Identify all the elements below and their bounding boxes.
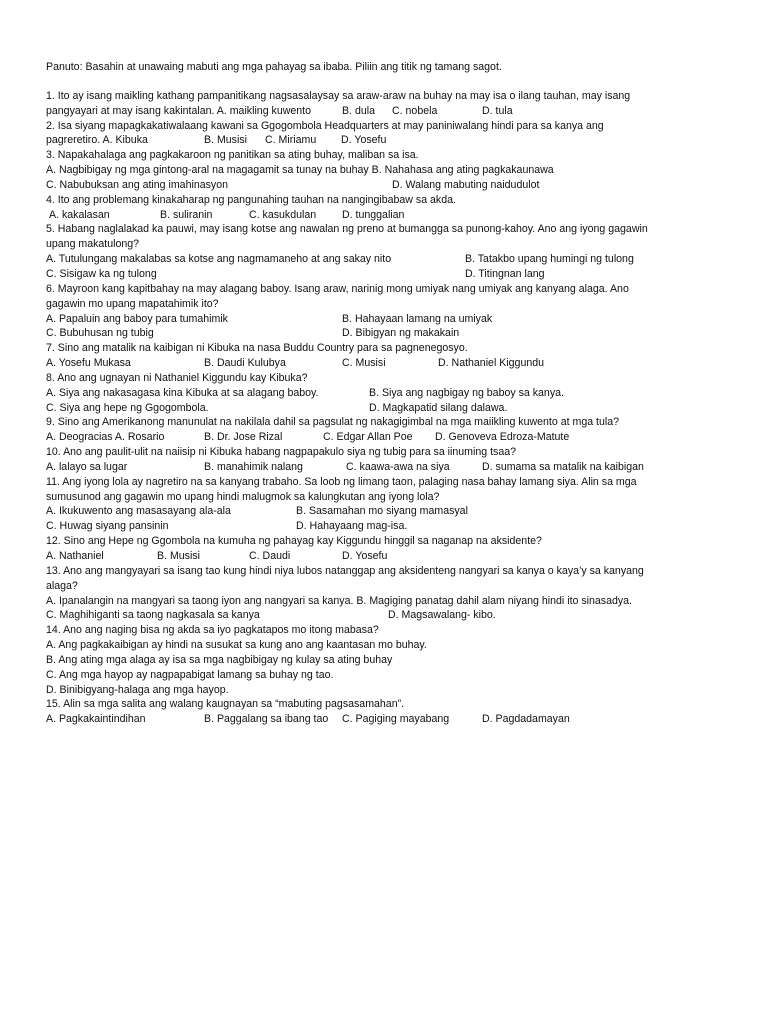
question-text: 1. Ito ay isang maikling kathang pampanitikang nagsasalaysay sa araw-araw na buhay na may isa o ilang tauhan, may isang xyxy=(46,89,631,102)
choice-option: D. Yosefu xyxy=(341,134,387,147)
choice-option: C. Pagiging mayabang xyxy=(342,713,450,726)
choices-line xyxy=(46,712,736,727)
question-list xyxy=(46,89,736,727)
choice-option: A. Ikukuwento ang masasayang ala-ala xyxy=(46,505,231,518)
question-item xyxy=(46,445,736,475)
choice-option: D. Pagdadamayan xyxy=(482,713,570,726)
choices-line xyxy=(46,133,736,148)
choices-line xyxy=(46,178,736,193)
question-line: gagawin mo upang mapatahimik ito? xyxy=(46,297,219,310)
question-item xyxy=(46,119,736,149)
choice-option: C. Musisi xyxy=(342,357,386,370)
choices-line xyxy=(46,252,736,267)
question-text: 5. Habang naglalakad ka pauwi, may isang kotse ang nawalan ng preno at bumangga sa punong-kahoy. Ano ang iyong gagawin xyxy=(46,223,648,236)
question-text: 13. Ano ang mangyayari sa isang tao kung hindi niya lubos natanggap ang aksidenteng nangyari sa kanya o kaya’y sa kanyang xyxy=(46,564,644,577)
choices-line xyxy=(46,504,736,519)
choice-option: B. manahimik nalang xyxy=(204,460,303,473)
choice-option: B. Paggalang sa ibang tao xyxy=(204,713,329,726)
choice-option: D. Bibigyan ng makakain xyxy=(342,327,460,340)
choice-option: B. Sasamahan mo siyang mamasyal xyxy=(296,505,468,518)
choice-option: D. tunggalian xyxy=(342,208,405,221)
choice-option: D. tula xyxy=(482,104,513,117)
choices-line xyxy=(46,326,736,341)
choice-option: D. Genoveva Edroza-Matute xyxy=(435,431,570,444)
question-item xyxy=(46,697,736,727)
choice-option: B. dula xyxy=(342,104,375,117)
choice-option: A. Yosefu Mukasa xyxy=(46,357,131,370)
question-item xyxy=(46,222,736,281)
instructions: Panuto: Basahin at unawaing mabuti ang mga pahayag sa ibaba. Piliin ang titik ng tamang sagot. xyxy=(46,61,502,73)
question-item xyxy=(46,89,736,119)
question-item xyxy=(46,415,736,445)
question-item xyxy=(46,148,736,193)
question-text: 14. Ano ang naging bisa ng akda sa iyo pagkatapos mo itong mabasa? xyxy=(46,624,379,637)
question-line: B. Ang ating mga alaga ay isa sa mga nagbibigay ng kulay sa ating buhay xyxy=(46,653,393,666)
question-text: 7. Sino ang matalik na kaibigan ni Kibuka na nasa Buddu Country para sa pagnenegosyo. xyxy=(46,342,468,355)
choice-option: C. Maghihiganti sa taong nagkasala sa kanya xyxy=(46,609,260,622)
choice-option: A. Papaluin ang baboy para tumahimik xyxy=(46,312,228,325)
choice-option: C. Miriamu xyxy=(265,134,317,147)
choice-option: A. Pagkakaintindihan xyxy=(46,713,146,726)
question-item xyxy=(46,282,736,341)
choices-line xyxy=(46,386,736,401)
worksheet-content xyxy=(46,60,736,727)
choice-option: D. Nathaniel Kiggundu xyxy=(438,357,545,370)
choice-option: D. Yosefu xyxy=(342,550,388,562)
choices-line xyxy=(46,549,736,564)
choice-option: A. lalayo sa lugar xyxy=(46,460,128,473)
choices-line xyxy=(46,460,736,475)
choice-option: D. Magkapatid silang dalawa. xyxy=(369,401,508,414)
choice-option: B. Musisi xyxy=(204,134,247,147)
choice-option: D. Hahayaang mag-isa. xyxy=(296,520,408,533)
question-text: 12. Sino ang Hepe ng Ggombola na kumuha ng pahayag kay Kiggundu hinggil sa naganap na aksidente? xyxy=(46,535,542,548)
question-item xyxy=(46,534,736,564)
question-line: A. Ang pagkakaibigan ay hindi na susukat sa kung ano ang kaantasan mo buhay. xyxy=(46,639,427,652)
choice-option: D. Magsawalang- kibo. xyxy=(388,609,496,622)
choice-option: C. Siya ang hepe ng Ggogombola. xyxy=(46,401,209,414)
question-item xyxy=(46,623,736,697)
choice-option: C. Edgar Allan Poe xyxy=(323,431,413,444)
choice-option: B. Daudi Kulubya xyxy=(204,357,286,370)
question-item xyxy=(46,475,736,534)
choice-option: A. Nathaniel xyxy=(46,550,104,562)
choice-option: B. Siya ang nagbigay ng baboy sa kanya. xyxy=(369,386,564,399)
choices-line xyxy=(46,519,736,534)
question-text: 11. Ang iyong lola ay nagretiro na sa kanyang trabaho. Sa loob ng limang taon, palaging nasa bahay lamang siya. Alin sa mga xyxy=(46,475,637,488)
choice-option: A. kakalasan xyxy=(49,208,110,221)
choice-option: C. Nabubuksan ang ating imahinasyon xyxy=(46,178,228,191)
choice-option: B. Tatakbo upang humingi ng tulong xyxy=(465,253,634,266)
question-text: 6. Mayroon kang kapitbahay na may alagang baboy. Isang araw, narinig mong umiyak nang umiyak ang kanyang alaga. Ano xyxy=(46,282,629,295)
question-line: C. Ang mga hayop ay nagpapabigat lamang sa buhay ng tao. xyxy=(46,668,334,681)
choice-option: C. nobela xyxy=(392,104,438,117)
choice-option: C. Daudi xyxy=(249,550,291,562)
choice-option: C. kasukdulan xyxy=(249,208,317,221)
question-item xyxy=(46,193,736,223)
choice-option: B. Musisi xyxy=(157,550,200,562)
choice-option: A. Deogracias A. Rosario xyxy=(46,431,165,444)
question-text: 2. Isa siyang mapagkakatiwalaang kawani sa Ggogombola Headquarters at may paniniwalang hindi para sa kanya ang xyxy=(46,119,604,132)
choices-line xyxy=(46,608,736,623)
choice-option: C. Sisigaw ka ng tulong xyxy=(46,267,157,280)
question-text: 9. Sino ang Amerikanong manunulat na nakilala dahil sa pagsulat ng nakagigimbal na mga maiikling kuwento at mga tula? xyxy=(46,416,620,429)
choice-option: B. Dr. Jose Rizal xyxy=(204,431,283,444)
question-line: A. Ipanalangin na mangyari sa taong iyon ang nangyari sa kanya. B. Magiging panatag dahil alam niyang hindi ito sinasadya. xyxy=(46,594,632,607)
choices-line xyxy=(46,208,736,223)
choice-option: B. suliranin xyxy=(160,208,213,221)
question-text: 10. Ano ang paulit-ulit na naiisip ni Kibuka habang nagpapakulo siya ng tubig para sa iinuming tsaa? xyxy=(46,446,516,459)
choice-option: C. Huwag siyang pansinin xyxy=(46,520,169,533)
choice-option: A. Tutulungang makalabas sa kotse ang nagmamaneho at ang sakay nito xyxy=(46,253,392,266)
choice-option: C. kaawa-awa na siya xyxy=(346,460,450,473)
choices-line xyxy=(46,430,736,445)
question-line: sumusunod ang gagawin mo upang hindi malugmok sa kalungkutan ang iyong lola? xyxy=(46,490,440,503)
question-text: 15. Alin sa mga salita ang walang kaugnayan sa “mabuting pagsasamahan”. xyxy=(46,698,405,711)
question-text: 8. Ano ang ugnayan ni Nathaniel Kiggundu kay Kibuka? xyxy=(46,371,308,384)
question-line: A. Nagbibigay ng mga gintong-aral na magagamit sa tunay na buhay B. Nahahasa ang ating pagkakaunawa xyxy=(46,164,554,177)
choices-line xyxy=(46,401,736,416)
choice-option: C. Bubuhusan ng tubig xyxy=(46,327,154,340)
spacer xyxy=(46,75,736,89)
choices-line xyxy=(46,104,736,119)
choices-line xyxy=(46,312,736,327)
question-line: alaga? xyxy=(46,579,78,592)
choice-option: B. Hahayaan lamang na umiyak xyxy=(342,312,493,325)
choice-option: A. Siya ang nakasagasa kina Kibuka at sa alagang baboy. xyxy=(46,386,319,399)
choice-option: D. sumama sa matalik na kaibigan xyxy=(482,460,644,473)
question-line: upang makatulong? xyxy=(46,238,140,251)
question-item xyxy=(46,371,736,416)
question-text: 4. Ito ang problemang kinakaharap ng pangunahing tauhan na nangingibabaw sa akda. xyxy=(46,193,456,206)
choice-option: D. Walang mabuting naidudulot xyxy=(392,178,540,191)
question-text: 3. Napakahalaga ang pagkakaroon ng panitikan sa ating buhay, maliban sa isa. xyxy=(46,149,419,162)
question-item xyxy=(46,341,736,371)
choice-option: D. Titingnan lang xyxy=(465,267,545,280)
choices-line xyxy=(46,356,736,371)
question-item xyxy=(46,564,736,623)
question-line: D. Binibigyang-halaga ang mga hayop. xyxy=(46,683,229,696)
choices-line xyxy=(46,267,736,282)
choice-option: pagreretiro. A. Kibuka xyxy=(46,134,148,147)
choice-option: pangyayari at may isang kakintalan. A. maikling kuwento xyxy=(46,104,311,117)
